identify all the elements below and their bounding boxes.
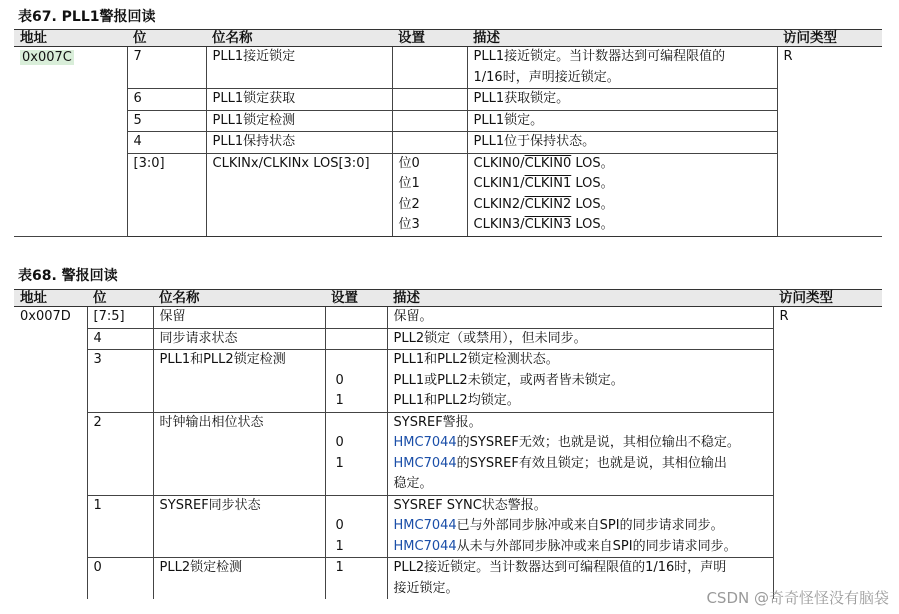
- setting-value: 1: [335, 393, 344, 408]
- table-row: [14, 328, 882, 350]
- address-value: 0x007C: [22, 50, 72, 65]
- bit-cell: 6: [127, 89, 206, 111]
- settings-cell: [325, 495, 387, 558]
- desc-line: HMC7044已与外部同步脉冲或来自SPI的同步请求同步。: [393, 518, 724, 533]
- description-cell: [467, 153, 777, 236]
- desc-line: SYSREF警报。: [393, 414, 482, 430]
- bit-name-cell: CLKINx/CLKINx LOS[3:0]: [206, 153, 392, 236]
- settings-cell: [325, 350, 387, 413]
- desc-line: CLKIN1/CLKIN1 LOS。: [473, 176, 614, 191]
- part-number-link[interactable]: HMC7044: [393, 435, 457, 450]
- description-cell: [387, 495, 773, 558]
- bit-cell: 3: [87, 350, 153, 413]
- setting-value: 0: [335, 435, 344, 450]
- description-cell: 保留。: [387, 307, 773, 329]
- setting-value: 位1: [398, 176, 420, 191]
- settings-cell: [392, 89, 467, 111]
- header-address: 地址: [14, 290, 87, 307]
- table-row: [14, 47, 882, 89]
- bit-cell: 2: [87, 412, 153, 495]
- desc-line: 1/16时，声明接近锁定。: [473, 69, 620, 85]
- bit-name-cell: PLL1锁定获取: [206, 89, 392, 111]
- bit-name-cell: PLL1保持状态: [206, 132, 392, 154]
- header-bit-name: 位名称: [153, 290, 325, 307]
- table-row: [14, 350, 882, 413]
- table68-header: [14, 290, 882, 307]
- settings-cell: [325, 307, 387, 329]
- bit-name-cell: 同步请求状态: [153, 328, 325, 350]
- inverted-signal-name: CLKIN2: [524, 196, 572, 212]
- bit-name-cell: PLL1锁定检测: [206, 110, 392, 132]
- bit-name-cell: PLL1和PLL2锁定检测: [153, 350, 325, 413]
- bit-name-cell: PLL2锁定检测: [153, 558, 325, 600]
- bit-cell: [7:5]: [87, 307, 153, 329]
- setting-value: 1: [335, 455, 344, 471]
- table67-header: [14, 30, 882, 47]
- bit-cell: 4: [87, 328, 153, 350]
- bit-name-cell: 保留: [153, 307, 325, 329]
- desc-line: PLL1和PLL2锁定检测状态。: [393, 352, 559, 367]
- table-row: [14, 412, 882, 495]
- desc-line: CLKIN0/CLKIN0 LOS。: [473, 155, 614, 171]
- header-access: 访问类型: [777, 30, 882, 47]
- desc-line: HMC7044的SYSREF无效；也就是说，其相位输出不稳定。: [393, 435, 740, 450]
- desc-line: PLL2接近锁定。当计数器达到可编程限值的1/16时，声明: [393, 560, 727, 575]
- bit-name-cell: PLL1接近锁定: [206, 47, 392, 89]
- desc-line: HMC7044从未与外部同步脉冲或来自SPI的同步请求同步。: [393, 538, 737, 554]
- header-description: 描述: [387, 290, 773, 307]
- bit-cell: 0: [87, 558, 153, 600]
- inverted-signal-name: CLKIN1: [524, 176, 572, 191]
- bit-name-cell: SYSREF同步状态: [153, 495, 325, 558]
- table67: [14, 29, 882, 237]
- desc-line: CLKIN2/CLKIN2 LOS。: [473, 196, 614, 212]
- setting-value: [336, 413, 381, 434]
- description-cell: PLL2锁定（或禁用），但未同步。: [387, 328, 773, 350]
- setting-value: [336, 496, 381, 517]
- setting-value: 0: [335, 372, 344, 388]
- inverted-signal-name: CLKIN3: [524, 217, 572, 232]
- header-bit-name: 位名称: [206, 30, 392, 47]
- settings-cell: [325, 412, 387, 495]
- settings-cell: [392, 132, 467, 154]
- inverted-signal-name: CLKIN0: [524, 155, 572, 171]
- description-cell: PLL1获取锁定。: [467, 89, 777, 111]
- desc-line: PLL1接近锁定。当计数器达到可编程限值的: [473, 49, 726, 64]
- header-bit: 位: [127, 30, 206, 47]
- desc-line: 稳定。: [393, 476, 433, 491]
- setting-value: 1: [335, 538, 344, 554]
- bit-name-cell: 时钟输出相位状态: [153, 412, 325, 495]
- header-settings: 设置: [325, 290, 387, 307]
- part-number-link[interactable]: HMC7044: [393, 538, 457, 554]
- description-cell: [387, 350, 773, 413]
- setting-value: 位2: [398, 196, 420, 212]
- desc-line: CLKIN3/CLKIN3 LOS。: [473, 217, 614, 232]
- header-access: 访问类型: [773, 290, 882, 307]
- settings-cell: [392, 110, 467, 132]
- setting-value: [336, 350, 381, 371]
- part-number-link[interactable]: HMC7044: [393, 455, 457, 471]
- setting-value: 0: [335, 518, 344, 533]
- table68-caption: 表68. 警报回读: [18, 268, 118, 284]
- settings-cell: 1: [325, 558, 387, 600]
- setting-value: 位3: [398, 217, 420, 232]
- address-cell: [14, 47, 127, 237]
- settings-cell: [392, 153, 467, 236]
- table-row: [14, 132, 882, 154]
- settings-cell: [325, 328, 387, 350]
- description-cell: PLL1位于保持状态。: [467, 132, 777, 154]
- part-number-link[interactable]: HMC7044: [393, 518, 457, 533]
- desc-line: PLL1和PLL2均锁定。: [393, 393, 520, 408]
- bit-cell: 7: [127, 47, 206, 89]
- table68: [14, 289, 882, 599]
- table-row: [14, 153, 882, 236]
- header-address: 地址: [14, 30, 127, 47]
- desc-line: HMC7044的SYSREF有效且锁定；也就是说，其相位输出: [393, 455, 727, 471]
- settings-cell: [392, 47, 467, 89]
- desc-line: PLL1或PLL2未锁定，或两者皆未锁定。: [393, 372, 624, 388]
- description-cell: [387, 412, 773, 495]
- setting-value: 位0: [398, 155, 420, 171]
- bit-cell: [3:0]: [127, 153, 206, 236]
- header-bit: 位: [87, 290, 153, 307]
- desc-line: SYSREF SYNC状态警报。: [393, 497, 547, 513]
- bit-cell: 1: [87, 495, 153, 558]
- watermark: CSDN @奇奇怪怪没有脑袋: [706, 589, 889, 607]
- table-row: [14, 495, 882, 558]
- description-cell: PLL1锁定。: [467, 110, 777, 132]
- table-row: [14, 307, 882, 329]
- table-row: [14, 110, 882, 132]
- address-cell: 0x007D: [14, 307, 87, 600]
- bit-cell: 5: [127, 110, 206, 132]
- table67-caption: 表67. PLL1警报回读: [18, 9, 156, 25]
- header-settings: 设置: [392, 30, 467, 47]
- table-row: [14, 89, 882, 111]
- desc-line: 接近锁定。: [393, 580, 459, 596]
- access-cell: R: [773, 307, 882, 600]
- description-cell: [467, 47, 777, 89]
- header-description: 描述: [467, 30, 777, 47]
- bit-cell: 4: [127, 132, 206, 154]
- access-cell: R: [777, 47, 882, 237]
